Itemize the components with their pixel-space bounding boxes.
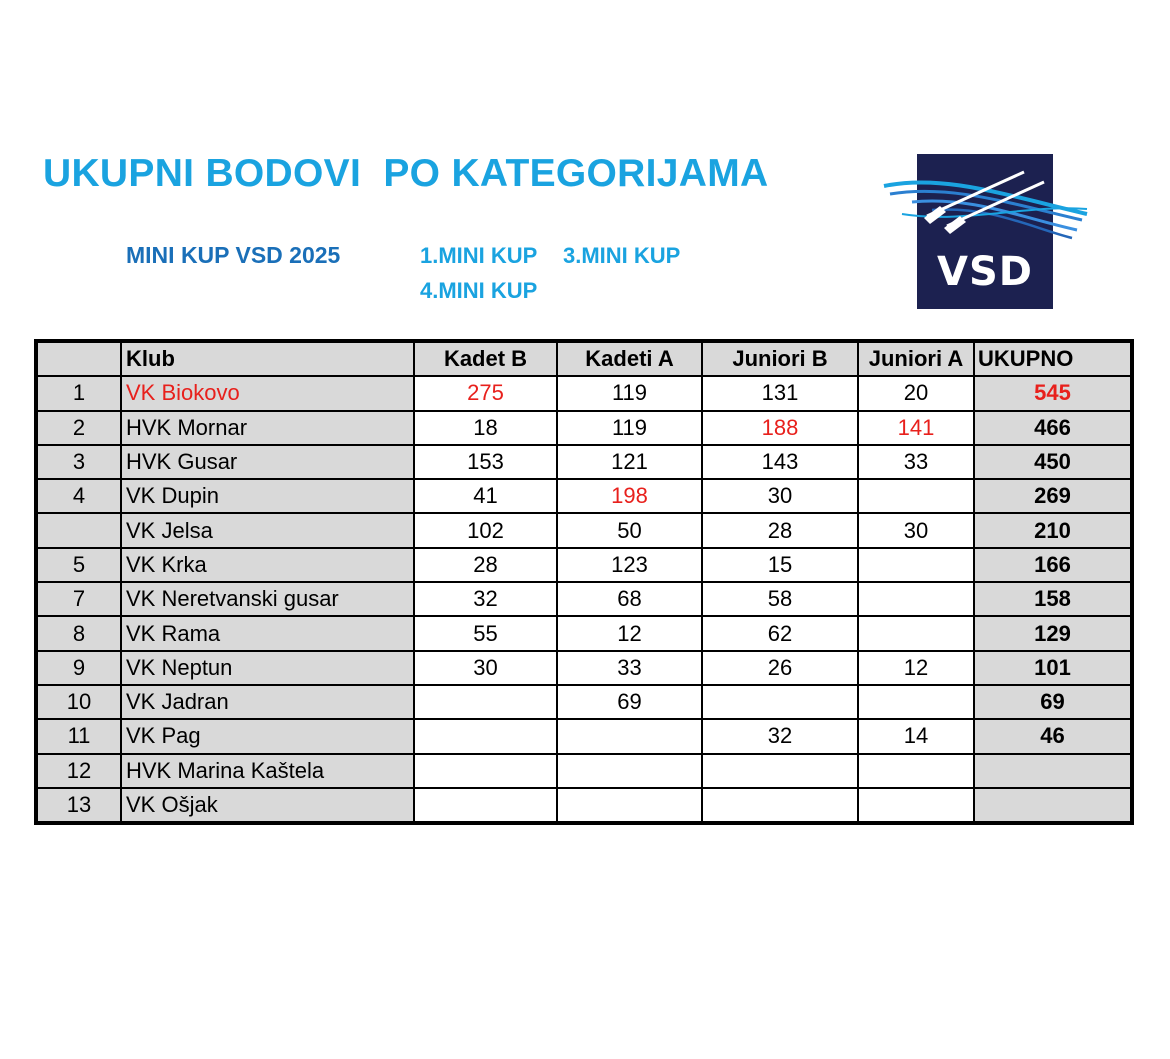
kadet-b-cell: [414, 685, 557, 719]
club-name-cell: VK Dupin: [121, 479, 414, 513]
vsd-logo: [917, 154, 1053, 309]
total-cell: 69: [974, 685, 1132, 719]
juniori-b-cell: 15: [702, 548, 858, 582]
juniori-a-cell: 30: [858, 513, 974, 547]
table-row: [36, 376, 1132, 410]
total-cell: 129: [974, 616, 1132, 650]
club-name-cell: VK Rama: [121, 616, 414, 650]
table-row: [36, 411, 1132, 445]
total-cell: 158: [974, 582, 1132, 616]
club-name-cell: VK Ošjak: [121, 788, 414, 823]
total-cell: 166: [974, 548, 1132, 582]
kadet-b-cell: [414, 754, 557, 788]
kadeti-a-cell: 50: [557, 513, 702, 547]
club-name-cell: VK Krka: [121, 548, 414, 582]
table-row: [36, 651, 1132, 685]
col-header-juniori-b: Juniori B: [702, 341, 858, 376]
col-header-klub: Klub: [121, 341, 414, 376]
juniori-a-cell: 141: [858, 411, 974, 445]
table-row: [36, 685, 1132, 719]
kadeti-a-cell: [557, 754, 702, 788]
col-header-rank: [36, 341, 121, 376]
club-name-cell: VK Neretvanski gusar: [121, 582, 414, 616]
juniori-a-cell: [858, 479, 974, 513]
kadet-b-cell: 32: [414, 582, 557, 616]
juniori-a-cell: 20: [858, 376, 974, 410]
juniori-b-cell: 28: [702, 513, 858, 547]
juniori-a-cell: 14: [858, 719, 974, 753]
total-cell: 46: [974, 719, 1132, 753]
total-cell: 545: [974, 376, 1132, 410]
logo-text: VSD: [937, 249, 1033, 295]
club-name-cell: VK Neptun: [121, 651, 414, 685]
juniori-b-cell: [702, 685, 858, 719]
table-row: [36, 616, 1132, 650]
juniori-b-cell: 131: [702, 376, 858, 410]
kadeti-a-cell: [557, 788, 702, 823]
juniori-b-cell: 30: [702, 479, 858, 513]
kadeti-a-cell: 12: [557, 616, 702, 650]
juniori-a-cell: [858, 616, 974, 650]
juniori-b-cell: 58: [702, 582, 858, 616]
table-row: [36, 788, 1132, 823]
table-row: [36, 445, 1132, 479]
points-table: [34, 339, 1134, 825]
kadet-b-cell: 28: [414, 548, 557, 582]
col-header-ukupno: UKUPNO: [974, 341, 1132, 376]
table-row: [36, 513, 1132, 547]
table-row: [36, 754, 1132, 788]
kadet-b-cell: 41: [414, 479, 557, 513]
competition-subtitle: MINI KUP VSD 2025: [126, 242, 341, 268]
col-header-kadet-b: Kadet B: [414, 341, 557, 376]
juniori-b-cell: 32: [702, 719, 858, 753]
kup-label-1: 1.MINI KUP: [420, 243, 538, 268]
rank-cell: 2: [36, 411, 121, 445]
kadeti-a-cell: 69: [557, 685, 702, 719]
juniori-b-cell: [702, 754, 858, 788]
kadeti-a-cell: 68: [557, 582, 702, 616]
page-title: UKUPNI BODOVI PO KATEGORIJAMA: [43, 152, 769, 195]
rank-cell: 8: [36, 616, 121, 650]
kadet-b-cell: 153: [414, 445, 557, 479]
rank-cell: 1: [36, 376, 121, 410]
kadet-b-cell: 275: [414, 376, 557, 410]
kadet-b-cell: [414, 788, 557, 823]
juniori-a-cell: [858, 788, 974, 823]
juniori-a-cell: [858, 754, 974, 788]
club-name-cell: HVK Marina Kaštela: [121, 754, 414, 788]
rank-cell: 9: [36, 651, 121, 685]
club-name-cell: VK Pag: [121, 719, 414, 753]
kadet-b-cell: 18: [414, 411, 557, 445]
table-header-row: [36, 341, 1132, 376]
rank-cell: 11: [36, 719, 121, 753]
club-name-cell: VK Jelsa: [121, 513, 414, 547]
rank-cell: 4: [36, 479, 121, 513]
kadeti-a-cell: 33: [557, 651, 702, 685]
kadeti-a-cell: 198: [557, 479, 702, 513]
total-cell: 450: [974, 445, 1132, 479]
rank-cell: 3: [36, 445, 121, 479]
total-cell: 466: [974, 411, 1132, 445]
kadeti-a-cell: 121: [557, 445, 702, 479]
kup-label-4: 4.MINI KUP: [420, 278, 538, 303]
kadet-b-cell: 102: [414, 513, 557, 547]
club-name-cell: HVK Mornar: [121, 411, 414, 445]
total-cell: 210: [974, 513, 1132, 547]
rank-cell: 7: [36, 582, 121, 616]
table-row: [36, 719, 1132, 753]
kadet-b-cell: 30: [414, 651, 557, 685]
juniori-b-cell: 26: [702, 651, 858, 685]
kadet-b-cell: [414, 719, 557, 753]
total-cell: [974, 754, 1132, 788]
club-name-cell: VK Jadran: [121, 685, 414, 719]
rank-cell: [36, 513, 121, 547]
juniori-a-cell: [858, 685, 974, 719]
club-name-cell: VK Biokovo: [121, 376, 414, 410]
table-row: [36, 582, 1132, 616]
juniori-a-cell: [858, 548, 974, 582]
col-header-juniori-a: Juniori A: [858, 341, 974, 376]
total-cell: 269: [974, 479, 1132, 513]
juniori-a-cell: 12: [858, 651, 974, 685]
rank-cell: 12: [36, 754, 121, 788]
col-header-kadeti-a: Kadeti A: [557, 341, 702, 376]
juniori-b-cell: 143: [702, 445, 858, 479]
rank-cell: 10: [36, 685, 121, 719]
oars-waves-icon: [882, 154, 1092, 254]
kup-label-3: 3.MINI KUP: [563, 243, 681, 268]
rank-cell: 13: [36, 788, 121, 823]
total-cell: [974, 788, 1132, 823]
rank-cell: 5: [36, 548, 121, 582]
kadet-b-cell: 55: [414, 616, 557, 650]
kadeti-a-cell: 123: [557, 548, 702, 582]
juniori-a-cell: [858, 582, 974, 616]
table-row: [36, 548, 1132, 582]
juniori-b-cell: 188: [702, 411, 858, 445]
table-row: [36, 479, 1132, 513]
club-name-cell: HVK Gusar: [121, 445, 414, 479]
kadeti-a-cell: [557, 719, 702, 753]
total-cell: 101: [974, 651, 1132, 685]
juniori-b-cell: [702, 788, 858, 823]
kadeti-a-cell: 119: [557, 411, 702, 445]
juniori-a-cell: 33: [858, 445, 974, 479]
juniori-b-cell: 62: [702, 616, 858, 650]
kadeti-a-cell: 119: [557, 376, 702, 410]
